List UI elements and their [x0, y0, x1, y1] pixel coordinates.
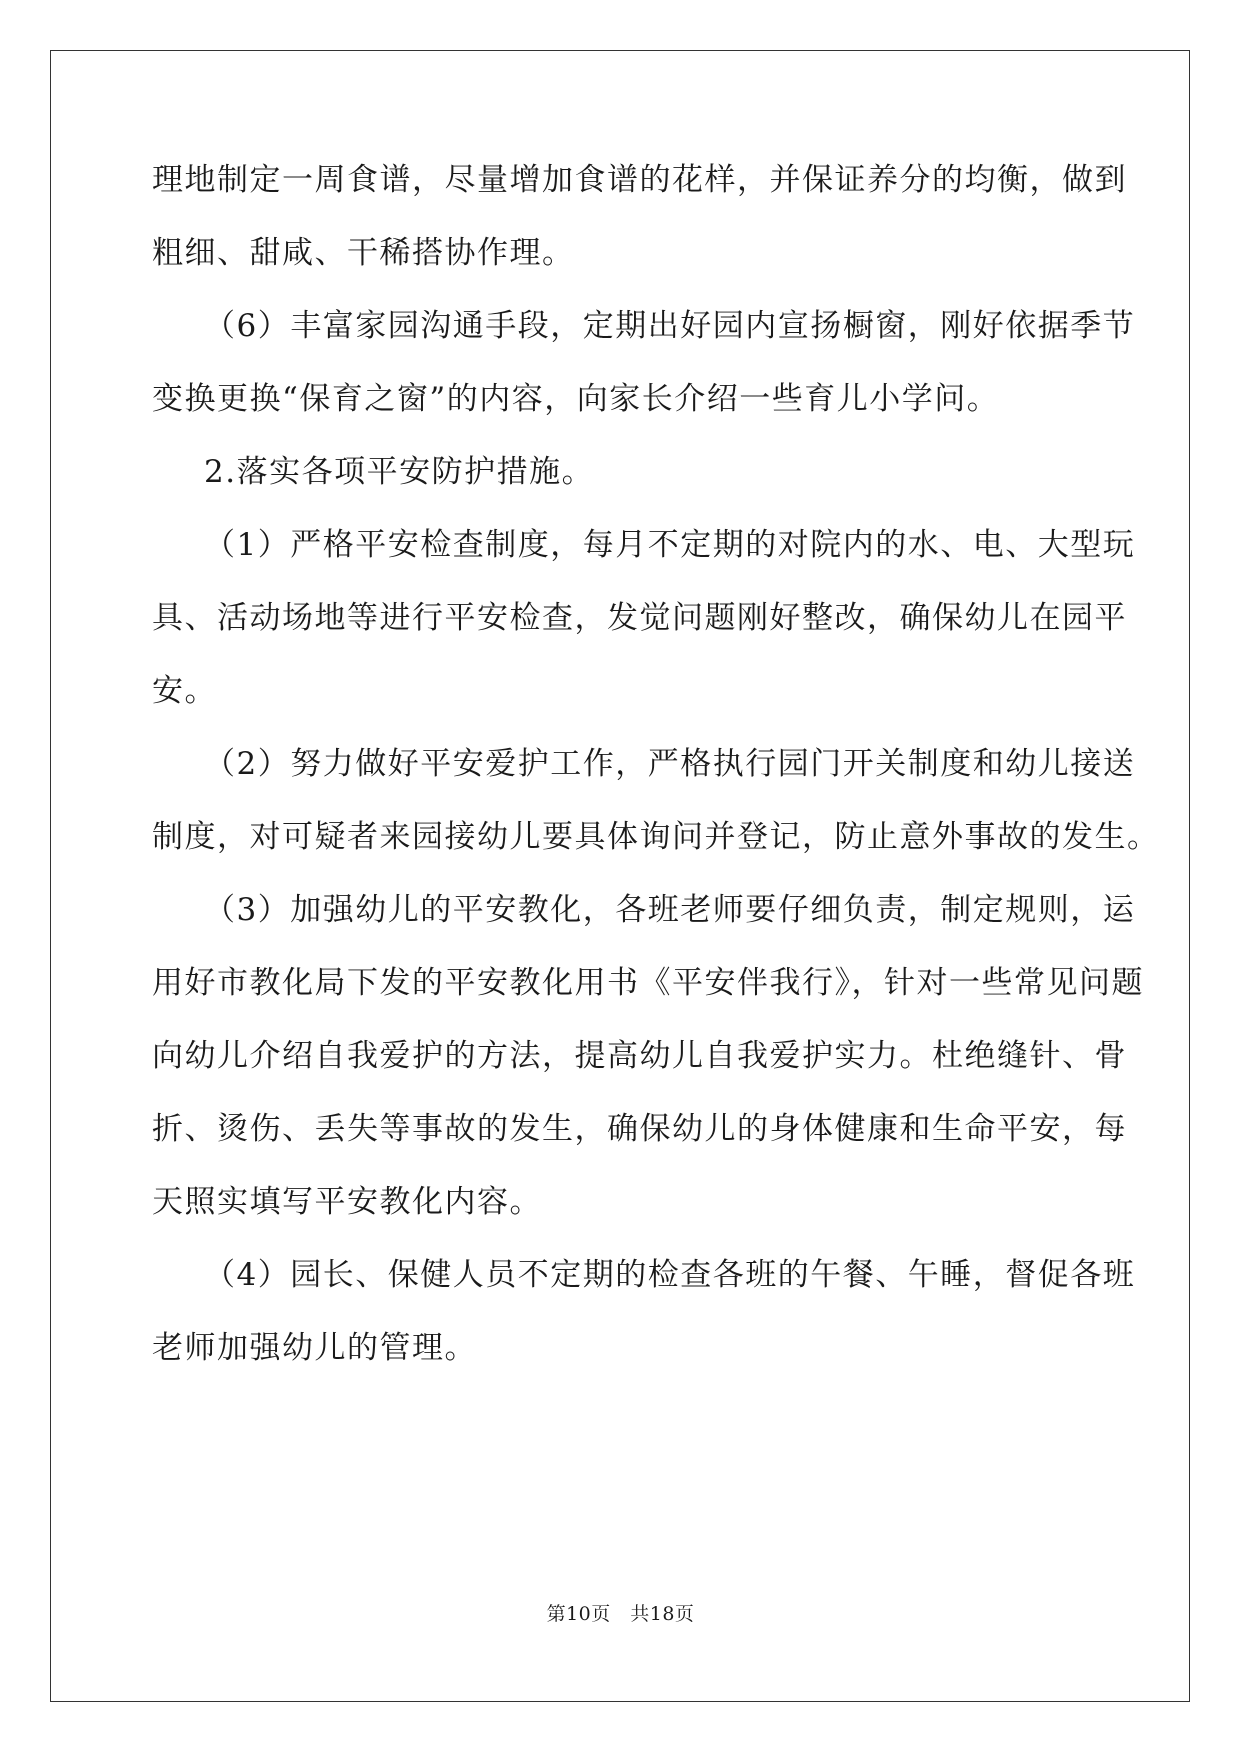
body-line: 折、烫伤、丢失等事故的发生，确保幼儿的身体健康和生命平安，每	[152, 1111, 1127, 1147]
body-line: 向幼儿介绍自我爱护的方法，提高幼儿自我爱护实力。杜绝缝针、骨	[152, 1038, 1127, 1074]
body-line: 用好市教化局下发的平安教化用书《平安伴我行》，针对一些常见问题	[152, 965, 1144, 1001]
paragraph-line: （3）加强幼儿的平安教化，各班老师要仔细负责，制定规则，运	[204, 892, 1136, 928]
body-line: 老师加强幼儿的管理。	[152, 1330, 477, 1366]
body-line: 制度，对可疑者来园接幼儿要具体询问并登记，防止意外事故的发生。	[152, 819, 1160, 855]
page-border	[50, 50, 1190, 1702]
paragraph-line: （6）丰富家园沟通手段，定期出好园内宣扬橱窗，刚好依据季节	[204, 308, 1136, 344]
page-number-footer: 第10页 共18页	[546, 1603, 695, 1625]
body-line: 变换更换“保育之窗”的内容，向家长介绍一些育儿小学问。	[152, 381, 1000, 417]
body-line: 天照实填写平安教化内容。	[152, 1184, 542, 1220]
paragraph-line: （4）园长、保健人员不定期的检查各班的午餐、午睡，督促各班	[204, 1257, 1136, 1293]
body-line: 安。	[152, 673, 217, 709]
section-heading: 2.落实各项平安防护措施。	[204, 454, 595, 490]
paragraph-line: （1）严格平安检查制度，每月不定期的对院内的水、电、大型玩	[204, 527, 1136, 563]
paragraph-line: （2）努力做好平安爱护工作，严格执行园门开关制度和幼儿接送	[204, 746, 1136, 782]
body-line: 粗细、甜咸、干稀搭协作理。	[152, 235, 575, 271]
body-line: 理地制定一周食谱，尽量增加食谱的花样，并保证养分的均衡，做到	[152, 162, 1127, 198]
body-line: 具、活动场地等进行平安检查，发觉问题刚好整改，确保幼儿在园平	[152, 600, 1127, 636]
